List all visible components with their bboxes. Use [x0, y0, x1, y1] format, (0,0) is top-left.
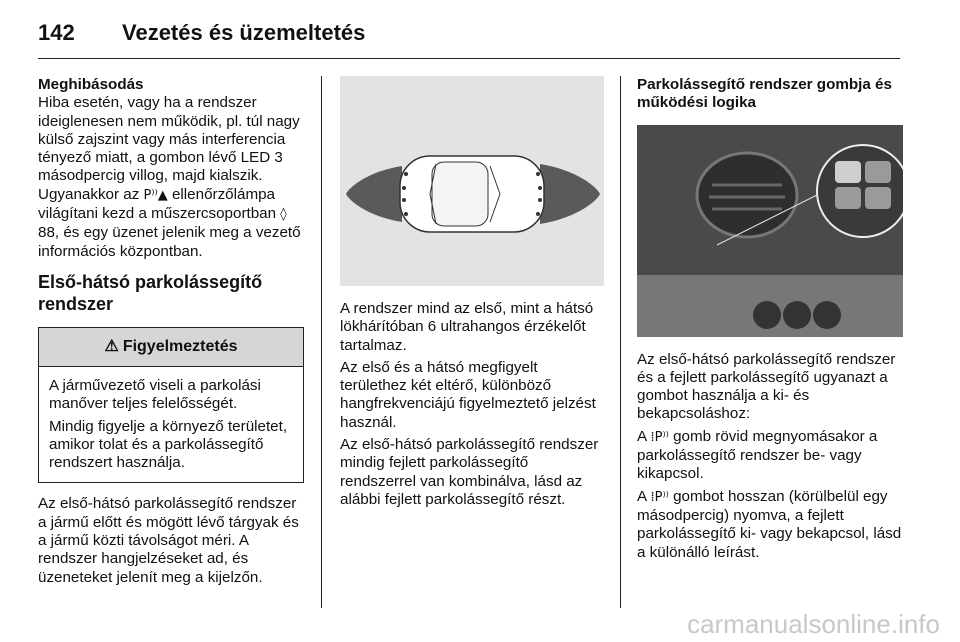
- warning-triangle-icon: ⚠: [104, 337, 119, 355]
- fault-text-a: Hiba esetén, vagy ha a rendszer ideiglenesen nem működik, pl. túl nagy külső zajszint vagy más interferencia tényező miatt, a gombon lévő LED 3 másodpercig villog, majd kialszik. Ugyanakkor az: [38, 94, 300, 203]
- page-title: Vezetés és üzemeltetés: [122, 20, 366, 45]
- header-divider: [38, 58, 900, 59]
- signal-paragraph: Az első és a hátsó megfigyelt területhez két eltérő, különböző hangfrekvenciájú figyelmeztető jelzést használ.: [340, 358, 596, 431]
- warning-header: [39, 328, 303, 367]
- page-header: [38, 14, 900, 54]
- button-intro-paragraph: Az első-hátsó parkolássegítő rendszer és a fejlett parkolássegítő ugyanazt a gombot használja a ki- és bekapcsoláshoz:: [637, 350, 896, 423]
- short-press-text-b: gomb rövid megnyomásakor a parkolássegítő rendszer be- vagy kikapcsol.: [637, 427, 878, 483]
- parking-warning-icon: P⁾⁾▲: [143, 187, 168, 203]
- fault-text-c: 88, és egy üzenet jelenik meg a vezető információs központban.: [38, 224, 301, 260]
- warning-body: [39, 367, 303, 482]
- column-divider-2: [620, 76, 621, 608]
- page-reference-icon: ◊: [280, 207, 287, 223]
- long-press-text-a: A: [637, 487, 651, 505]
- warning-text-1: A járművezető viseli a parkolási manőver teljes felelősségét.: [49, 376, 261, 413]
- combination-paragraph: Az első-hátsó parkolássegítő rendszer mindig fejlett parkolássegítő rendszerrel van kombinálva, lásd az alábbi fejlett parkolássegítő részt.: [340, 436, 599, 508]
- button-heading: Parkolássegítő rendszer gombja és működési logika: [637, 76, 892, 112]
- parking-button-icon: ⁞P⁾⁾: [650, 429, 669, 445]
- short-press-paragraph: [637, 428, 903, 484]
- fault-paragraph: [38, 94, 304, 261]
- watermark: carmanualsonline.info: [687, 609, 940, 639]
- intro-paragraph: Az első-hátsó parkolássegítő rendszer a jármű előtt és mögött lévő tárgyak és a jármű közti távolságot méri. A rendszer hangjelzéseket ad, és üzeneteket jelenít meg a kijelzőn.: [38, 495, 299, 586]
- column-right: [637, 76, 903, 566]
- warning-text-2: Mindig figyelje a környező területet, amikor tolat és a parkolássegítő rendszert használja.: [49, 417, 288, 472]
- dashboard-image: [637, 125, 903, 337]
- page-number: 142: [38, 20, 75, 45]
- warning-box: [38, 327, 304, 483]
- fault-heading: Meghibásodás: [38, 76, 144, 93]
- long-press-text-b: gombot hosszan (körülbelül egy másodpercig) nyomva, a fejlett parkolássegítő ki- vagy bekapcsol, lásd a különálló leírást.: [637, 487, 902, 561]
- dashboard-button-photo: [637, 125, 903, 337]
- sensor-diagram-illustration: [340, 76, 604, 286]
- short-press-text-a: A: [637, 427, 651, 445]
- long-press-paragraph: [637, 488, 903, 562]
- warning-title: Figyelmeztetés: [122, 337, 238, 355]
- parking-button-icon: ⁞P⁾⁾: [650, 489, 669, 505]
- sensor-paragraph: A rendszer mind az első, mint a hátsó lökhárítóban 6 ultrahangos érzékelőt tartalmaz.: [340, 300, 594, 354]
- column-divider-1: [321, 76, 322, 608]
- car-top-view-image: [340, 76, 604, 286]
- column-middle: [340, 76, 604, 513]
- section-title: Első-hátsó parkolássegítő rendszer: [38, 271, 263, 314]
- fault-text-b: ellenőrzőlámpa világítani kezd a műszercsoportban: [38, 185, 281, 223]
- column-left: [38, 76, 304, 591]
